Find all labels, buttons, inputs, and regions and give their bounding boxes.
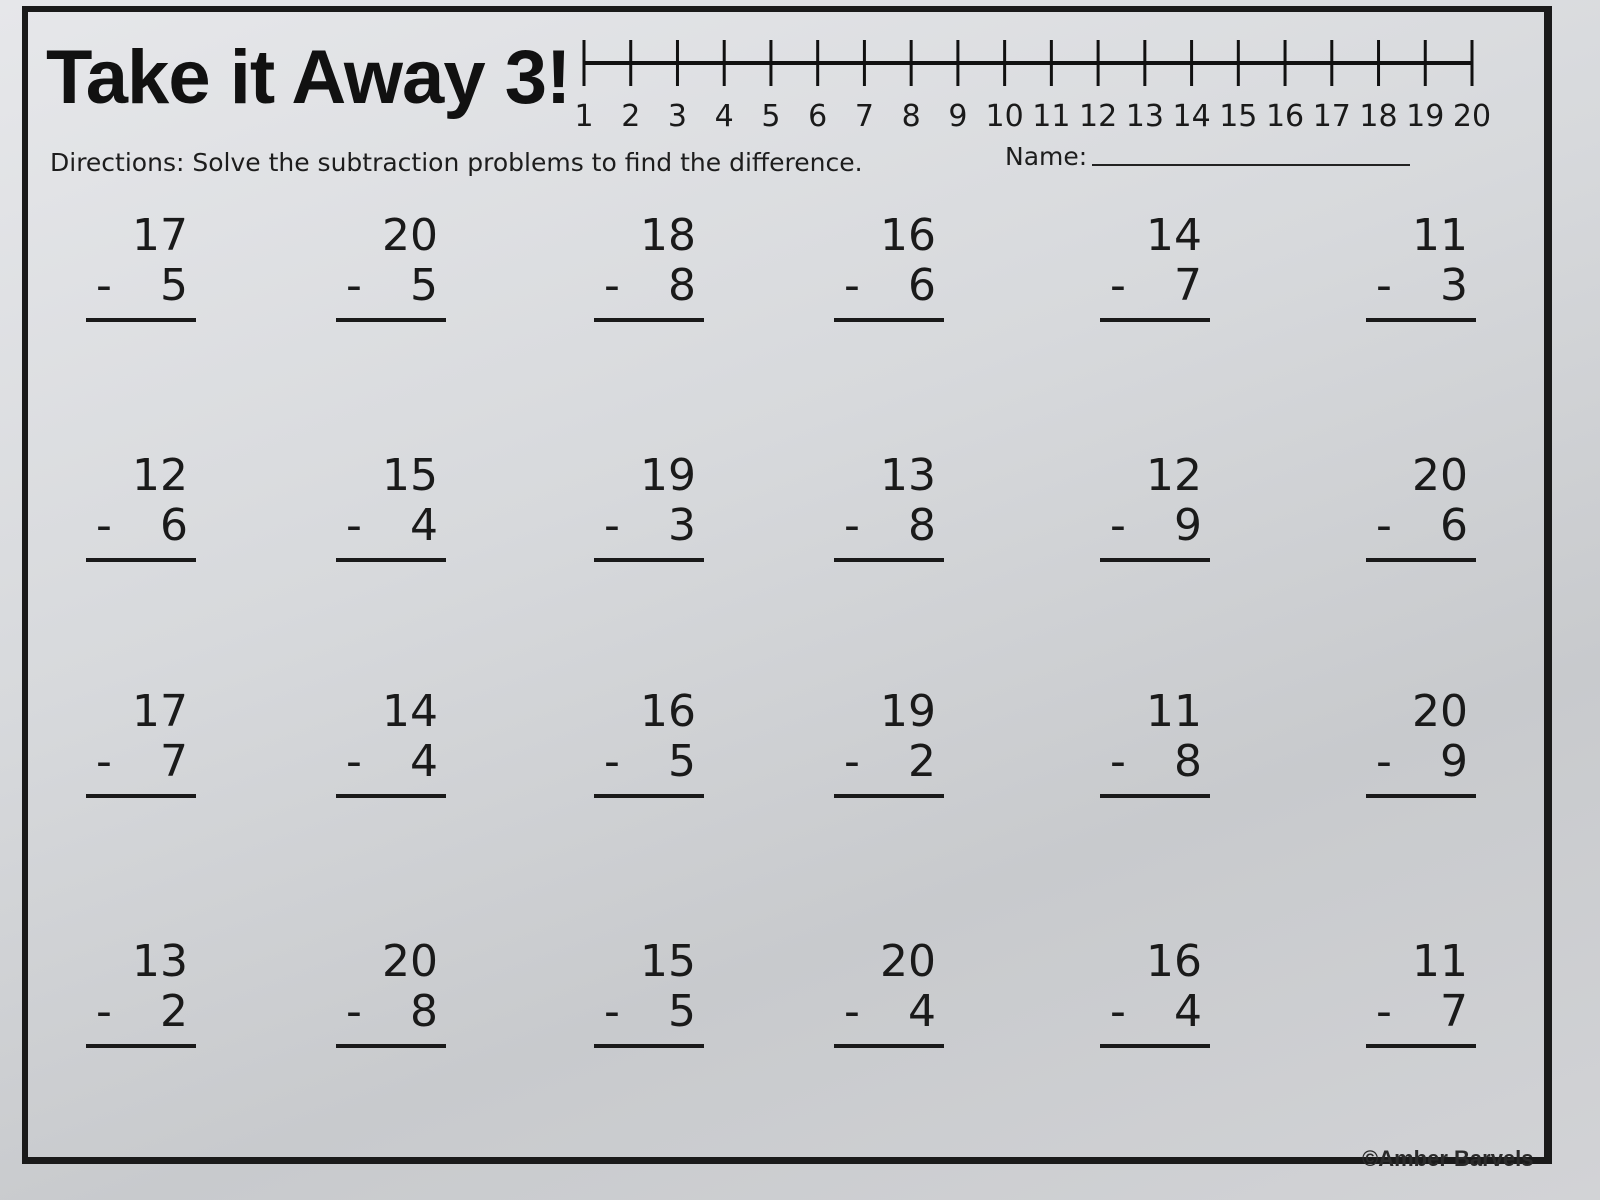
number-line-label: 18 [1359, 99, 1398, 134]
minuend: 14 [1146, 210, 1202, 261]
minus-sign: - [604, 736, 620, 787]
minus-sign: - [604, 986, 620, 1037]
minus-sign: - [1110, 736, 1126, 787]
subtrahend: 6 [160, 500, 188, 551]
minuend: 20 [1412, 450, 1468, 501]
subtraction-problem [1366, 450, 1476, 564]
answer-line[interactable] [86, 318, 196, 322]
minuend: 20 [880, 936, 936, 987]
subtrahend: 3 [1440, 260, 1468, 311]
minuend: 17 [132, 686, 188, 737]
answer-line[interactable] [86, 1044, 196, 1048]
subtrahend: 5 [160, 260, 188, 311]
minuend: 16 [880, 210, 936, 261]
number-line-label: 17 [1312, 99, 1351, 134]
answer-line[interactable] [1100, 1044, 1210, 1048]
answer-line[interactable] [834, 318, 944, 322]
minus-sign: - [96, 986, 112, 1037]
answer-line[interactable] [336, 318, 446, 322]
subtraction-problem [834, 210, 944, 324]
subtrahend: 4 [908, 986, 936, 1037]
subtraction-problem [336, 210, 446, 324]
minuend: 15 [640, 936, 696, 987]
minuend: 13 [880, 450, 936, 501]
subtrahend: 5 [668, 736, 696, 787]
minuend: 16 [640, 686, 696, 737]
minuend: 11 [1412, 936, 1468, 987]
answer-line[interactable] [1100, 794, 1210, 798]
minuend: 20 [382, 210, 438, 261]
subtrahend: 6 [1440, 500, 1468, 551]
minuend: 13 [132, 936, 188, 987]
subtraction-problem [336, 450, 446, 564]
subtrahend: 8 [1174, 736, 1202, 787]
minus-sign: - [1376, 986, 1392, 1037]
answer-line[interactable] [336, 1044, 446, 1048]
answer-line[interactable] [1366, 558, 1476, 562]
subtrahend: 9 [1440, 736, 1468, 787]
minuend: 12 [132, 450, 188, 501]
number-line-label: 7 [854, 99, 874, 134]
subtrahend: 9 [1174, 500, 1202, 551]
answer-line[interactable] [1100, 558, 1210, 562]
subtraction-problem [594, 936, 704, 1050]
number-line-label: 9 [948, 99, 968, 134]
subtraction-problem [336, 936, 446, 1050]
minuend: 19 [880, 686, 936, 737]
answer-line[interactable] [86, 558, 196, 562]
minus-sign: - [96, 736, 112, 787]
minuend: 20 [1412, 686, 1468, 737]
minus-sign: - [844, 736, 860, 787]
subtrahend: 4 [1174, 986, 1202, 1037]
minuend: 17 [132, 210, 188, 261]
subtrahend: 2 [160, 986, 188, 1037]
minus-sign: - [844, 260, 860, 311]
worksheet-border [22, 6, 1552, 1164]
subtraction-problem [1100, 210, 1210, 324]
minus-sign: - [96, 500, 112, 551]
number-line-label: 14 [1172, 99, 1211, 134]
answer-line[interactable] [1366, 1044, 1476, 1048]
subtrahend: 3 [668, 500, 696, 551]
minus-sign: - [1110, 986, 1126, 1037]
number-line-label: 1 [574, 99, 594, 134]
subtraction-problem [1366, 210, 1476, 324]
minus-sign: - [1376, 500, 1392, 551]
number-line-label: 13 [1125, 99, 1164, 134]
minus-sign: - [1110, 260, 1126, 311]
subtrahend: 6 [908, 260, 936, 311]
number-line-label: 20 [1452, 99, 1492, 134]
subtraction-problem [1100, 686, 1210, 800]
answer-line[interactable] [1366, 794, 1476, 798]
minuend: 14 [382, 686, 438, 737]
answer-line[interactable] [594, 1044, 704, 1048]
name-label: Name: [1005, 142, 1088, 171]
worksheet-title: Take it Away 3! [46, 35, 571, 120]
minus-sign: - [346, 736, 362, 787]
number-line-label: 2 [621, 99, 641, 134]
number-line-label: 8 [901, 99, 921, 134]
answer-line[interactable] [834, 1044, 944, 1048]
minuend: 12 [1146, 450, 1202, 501]
subtraction-problem [594, 450, 704, 564]
name-write-line[interactable] [1092, 164, 1410, 166]
copyright-text: ©Amber Barvels [1362, 1146, 1534, 1171]
minuend: 11 [1412, 210, 1468, 261]
number-line-label: 6 [808, 99, 828, 134]
number-line-label: 12 [1079, 99, 1118, 134]
subtrahend: 8 [668, 260, 696, 311]
subtraction-problem [1100, 936, 1210, 1050]
answer-line[interactable] [594, 794, 704, 798]
minuend: 11 [1146, 686, 1202, 737]
subtraction-problem [834, 686, 944, 800]
subtraction-problem [594, 686, 704, 800]
subtraction-problem [1100, 450, 1210, 564]
answer-line[interactable] [834, 558, 944, 562]
subtraction-problem [336, 686, 446, 800]
minuend: 19 [640, 450, 696, 501]
subtraction-problem [1366, 686, 1476, 800]
subtraction-problem [834, 936, 944, 1050]
number-line-label: 11 [1032, 99, 1071, 134]
subtrahend: 5 [410, 260, 438, 311]
answer-line[interactable] [1366, 318, 1476, 322]
number-line [574, 38, 1492, 138]
number-line-label: 10 [985, 99, 1024, 134]
minus-sign: - [96, 260, 112, 311]
minus-sign: - [604, 500, 620, 551]
subtrahend: 8 [410, 986, 438, 1037]
subtraction-problem [594, 210, 704, 324]
minus-sign: - [346, 500, 362, 551]
number-line-label: 15 [1219, 99, 1258, 134]
subtrahend: 4 [410, 500, 438, 551]
minuend: 15 [382, 450, 438, 501]
number-line-label: 4 [714, 99, 734, 134]
minuend: 18 [640, 210, 696, 261]
minuend: 20 [382, 936, 438, 987]
subtrahend: 4 [410, 736, 438, 787]
directions-text: Directions: Solve the subtraction problems to find the difference. [50, 148, 863, 177]
subtrahend: 8 [908, 500, 936, 551]
minus-sign: - [604, 260, 620, 311]
subtrahend: 5 [668, 986, 696, 1037]
subtraction-problem [86, 936, 196, 1050]
number-line-label: 19 [1406, 99, 1445, 134]
subtrahend: 7 [1174, 260, 1202, 311]
number-line-label: 16 [1265, 99, 1305, 134]
minus-sign: - [844, 986, 860, 1037]
answer-line[interactable] [594, 558, 704, 562]
answer-line[interactable] [594, 318, 704, 322]
minus-sign: - [844, 500, 860, 551]
subtraction-problem [1366, 936, 1476, 1050]
minus-sign: - [1110, 500, 1126, 551]
answer-line[interactable] [834, 794, 944, 798]
answer-line[interactable] [336, 558, 446, 562]
minus-sign: - [1376, 736, 1392, 787]
subtrahend: 7 [1440, 986, 1468, 1037]
subtrahend: 2 [908, 736, 936, 787]
number-line-label: 5 [761, 99, 781, 134]
number-line-label: 3 [667, 99, 688, 134]
subtraction-problem [86, 686, 196, 800]
subtrahend: 7 [160, 736, 188, 787]
minuend: 16 [1146, 936, 1202, 987]
answer-line[interactable] [336, 794, 446, 798]
subtraction-problem [86, 210, 196, 324]
subtraction-problem [86, 450, 196, 564]
minus-sign: - [346, 986, 362, 1037]
answer-line[interactable] [86, 794, 196, 798]
answer-line[interactable] [1100, 318, 1210, 322]
minus-sign: - [346, 260, 362, 311]
minus-sign: - [1376, 260, 1392, 311]
subtraction-problem [834, 450, 944, 564]
